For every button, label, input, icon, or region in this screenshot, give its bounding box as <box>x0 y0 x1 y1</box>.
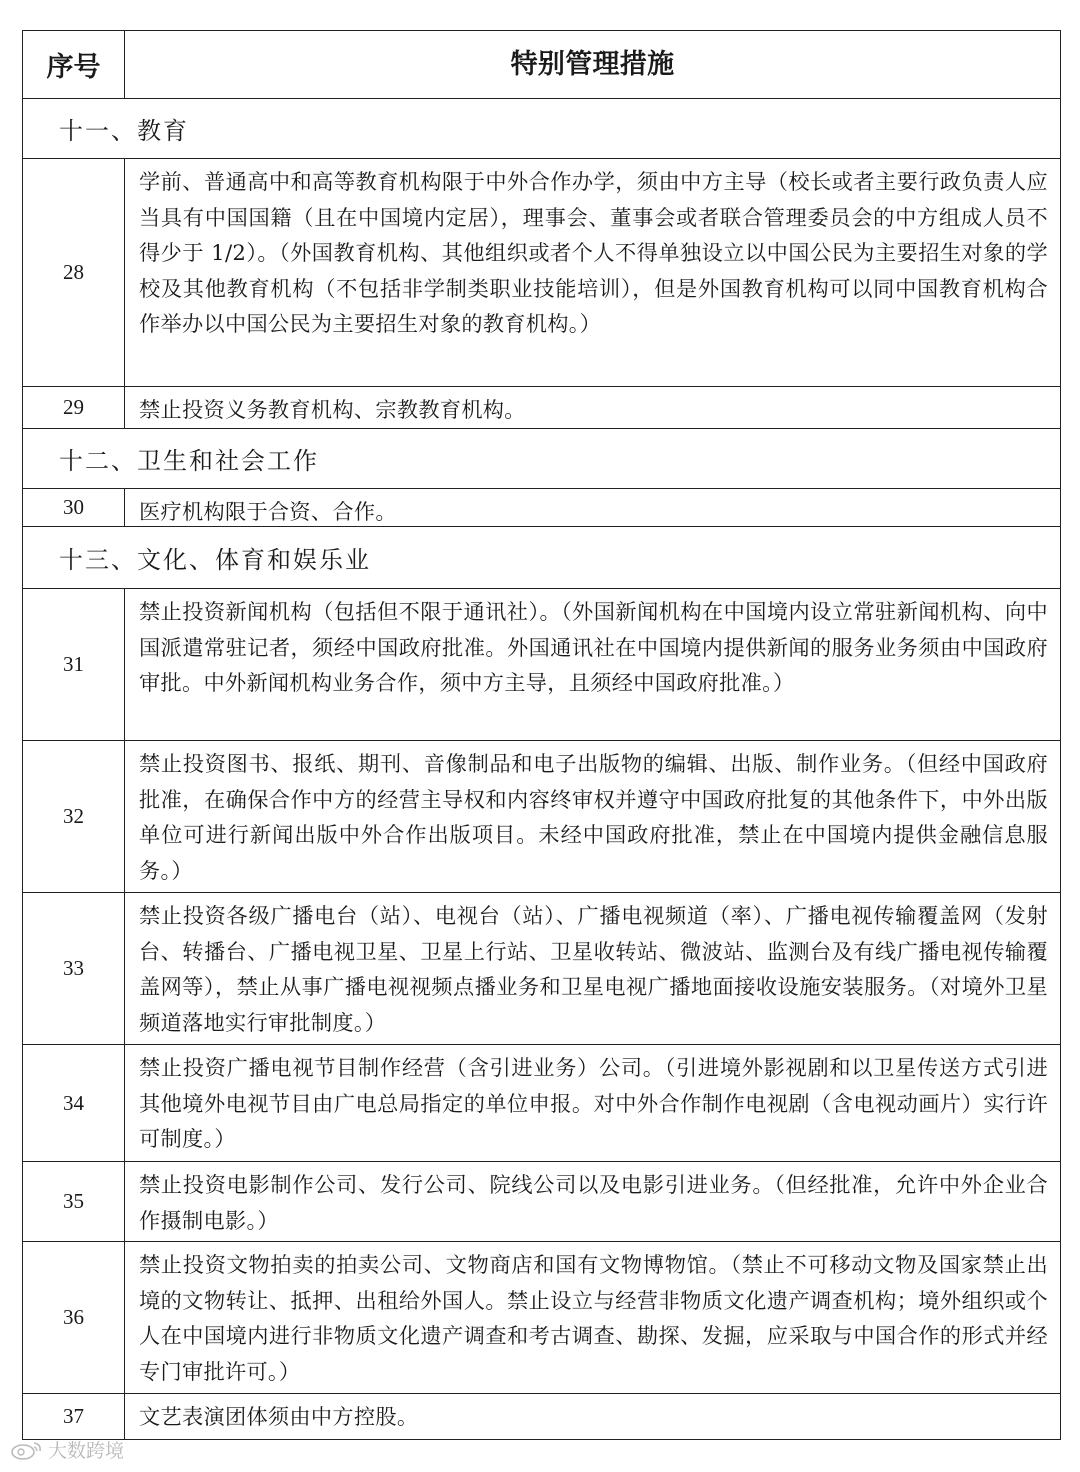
table-row <box>23 1162 1061 1242</box>
watermark-text: 大数跨境 <box>48 1440 125 1462</box>
item-text: 禁止投资各级广播电台（站）、电视台（站）、广播电视频道（率）、广播电视传输覆盖网（发射台、转播台、广播电视卫星、卫星上行站、卫星收转站、微波站、监测台及有线广播电视传输覆盖网等），禁止从事广播电视视频点播业务和卫星电视广播地面接收设施安装服务。（对境外卫星频道落地实行审批制度。） <box>139 903 1048 1035</box>
item-num: 33 <box>23 893 125 1044</box>
item-num: 32 <box>23 741 125 892</box>
item-text: 禁止投资新闻机构（包括但不限于通讯社）。（外国新闻机构在中国境内设立常驻新闻机构、向中国派遣常驻记者，须经中国政府批准。外国通讯社在中国境内提供新闻的服务业务须由中国政府审批。中外新闻机构业务合作，须中方主导，且须经中国政府批准。） <box>139 599 1048 696</box>
item-text: 学前、普通高中和高等教育机构限于中外合作办学，须由中方主导（校长或者主要行政负责人应当具有中国国籍（且在中国境内定居），理事会、董事会或者联合管理委员会的中方组成人员不得少于 1/2）。（外国教育机构、其他组织或者个人不得单独设立以中国公民为主要招生对象的学校及其他教育机构（不包括非学制类职业技能培训），但是外国教育机构可以同中国教育机构合作举办以中国公民为主要招生对象的教育机构。） <box>139 169 1048 337</box>
section-row <box>23 99 1061 159</box>
section-row <box>23 527 1061 589</box>
item-num: 31 <box>23 589 125 740</box>
item-num: 34 <box>23 1045 125 1161</box>
item-text: 禁止投资电影制作公司、发行公司、院线公司以及电影引进业务。（但经批准，允许中外企业合作摄制电影。） <box>139 1172 1048 1233</box>
measures-table <box>22 30 1061 1440</box>
table-row <box>23 159 1061 387</box>
table-row <box>23 893 1061 1045</box>
table-row <box>23 1394 1061 1440</box>
item-num: 30 <box>23 489 125 526</box>
item-text: 医疗机构限于合资、合作。 <box>139 499 397 524</box>
header-measure: 特别管理措施 <box>510 48 675 80</box>
table-row <box>23 1242 1061 1394</box>
item-num: 36 <box>23 1242 125 1393</box>
table-header-row <box>23 31 1061 99</box>
item-text: 禁止投资义务教育机构、宗教教育机构。 <box>139 397 526 422</box>
item-num: 37 <box>23 1394 125 1439</box>
header-num: 序号 <box>23 31 125 98</box>
item-num: 28 <box>23 159 125 386</box>
watermark <box>10 1436 124 1463</box>
item-text: 禁止投资文物拍卖的拍卖公司、文物商店和国有文物博物馆。（禁止不可移动文物及国家禁止出境的文物转让、抵押、出租给外国人。禁止设立与经营非物质文化遗产调查机构；境外组织或个人在中国境内进行非物质文化遗产调查和考古调查、勘探、发掘，应采取与中国合作的形式并经专门审批许可。） <box>139 1252 1048 1384</box>
section-title: 十一、教育 <box>59 117 189 145</box>
section-title: 十二、卫生和社会工作 <box>59 447 319 475</box>
table-row <box>23 1045 1061 1162</box>
table-row <box>23 589 1061 741</box>
table-row <box>23 489 1061 527</box>
item-text: 禁止投资图书、报纸、期刊、音像制品和电子出版物的编辑、出版、制作业务。（但经中国政府批准，在确保合作中方的经营主导权和内容终审权并遵守中国政府批复的其他条件下，中外出版单位可进行新闻出版中外合作出版项目。未经中国政府批准，禁止在中国境内提供金融信息服务。） <box>139 751 1048 883</box>
section-title: 十三、文化、体育和娱乐业 <box>59 546 371 574</box>
item-text: 文艺表演团体须由中方控股。 <box>139 1404 419 1429</box>
table-row <box>23 387 1061 429</box>
item-num: 29 <box>23 387 125 428</box>
weibo-logo-icon <box>10 1440 44 1460</box>
section-row <box>23 429 1061 489</box>
table-row <box>23 741 1061 893</box>
item-text: 禁止投资广播电视节目制作经营（含引进业务）公司。（引进境外影视剧和以卫星传送方式引进其他境外电视节目由广电总局指定的单位申报。对中外合作制作电视剧（含电视动画片）实行许可制度。） <box>139 1055 1048 1152</box>
item-num: 35 <box>23 1162 125 1241</box>
